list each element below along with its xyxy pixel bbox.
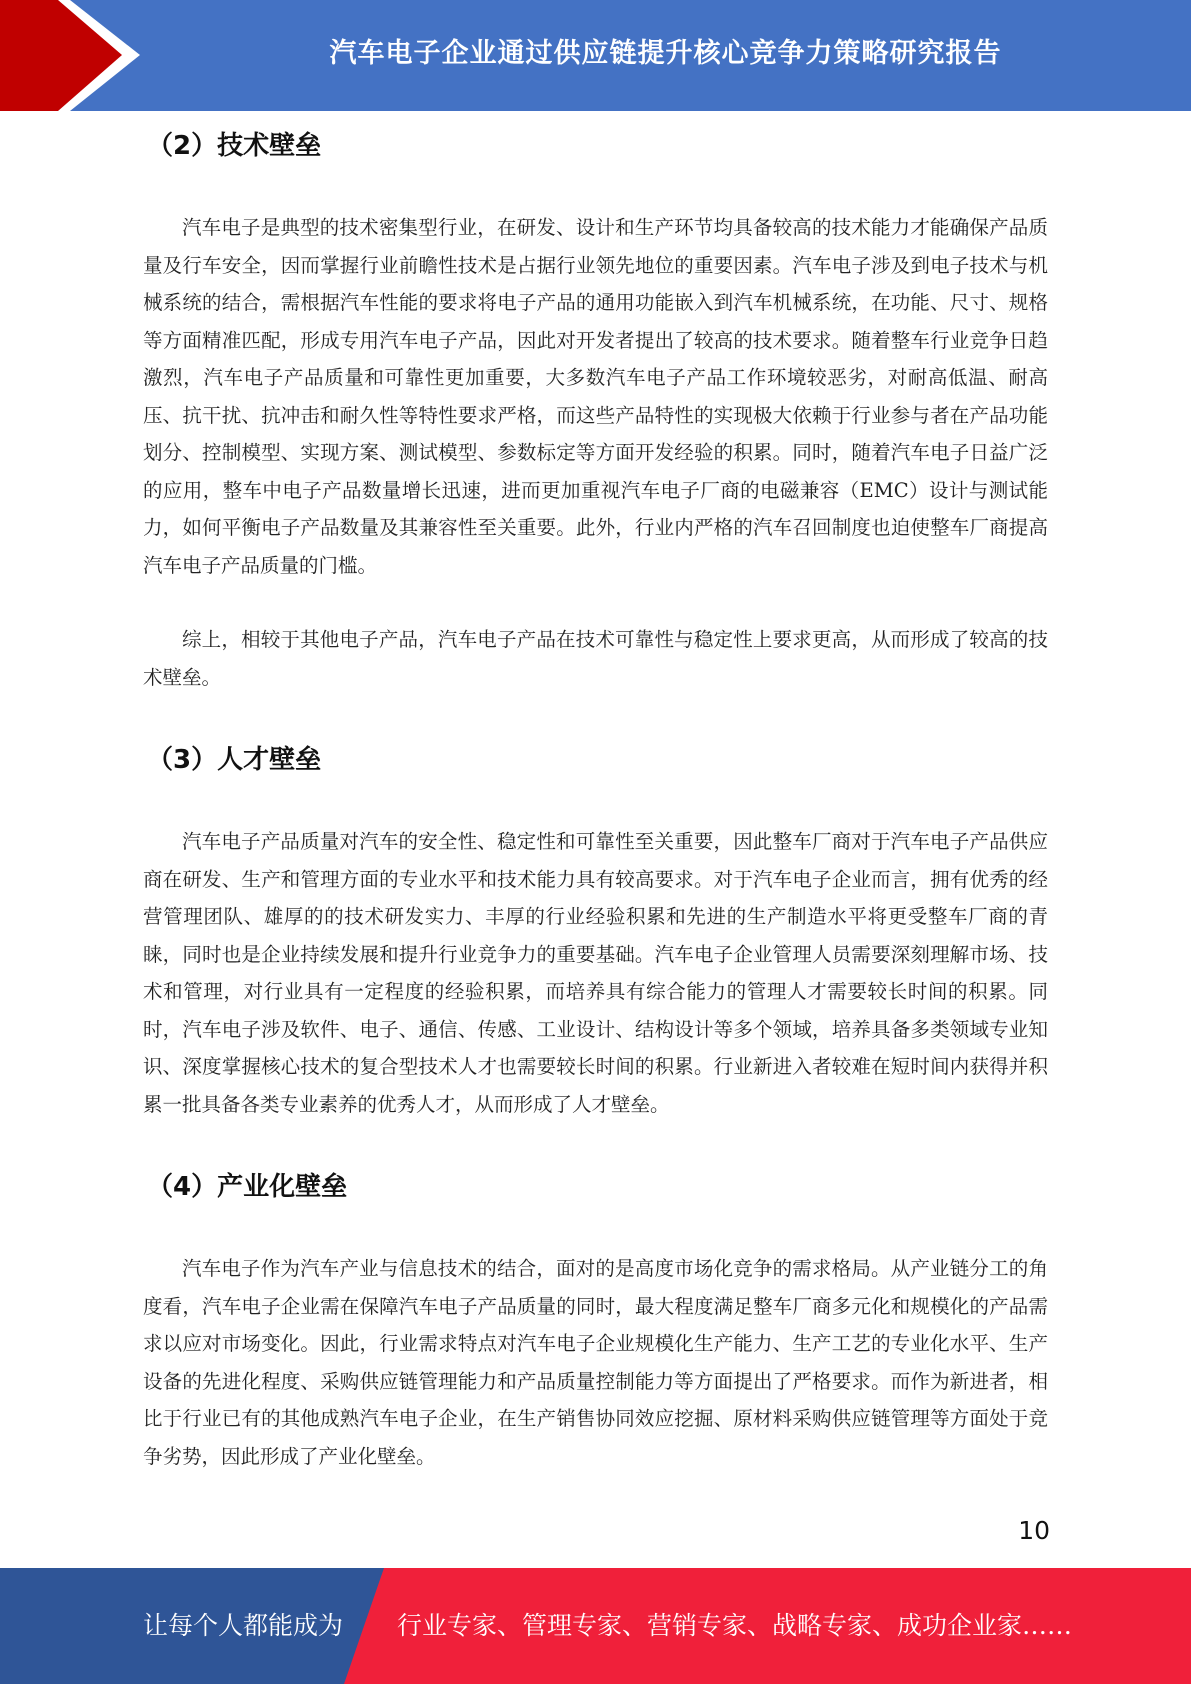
report-title: 汽车电子企业通过供应链提升核心竞争力策略研究报告	[329, 37, 1002, 69]
paragraph: 汽车电子产品质量对汽车的安全性、稳定性和可靠性至关重要，因此整车厂商对于汽车电子产品供应商在研发、生产和管理方面的专业水平和技术能力具有较高要求。对于汽车电子企业而言，拥有优秀的经营管理团队、雄厚的的技术研发实力、丰厚的行业经验积累和先进的生产制造水平将更受整车厂商的青睐，同时也是企业持续发展和提升行业竞争力的重要基础。汽车电子企业管理人员需要深刻理解市场、技术和管理，对行业具有一定程度的经验积累，而培养具有综合能力的管理人才需要较长时间的积累。同时，汽车电子涉及软件、电子、通信、传感、工业设计、结构设计等多个领域，培养具备多类领域专业知识、深度掌握核心技术的复合型技术人才也需要较长时间的积累。行业新进入者较难在短时间内获得并积累一批具备各类专业素养的优秀人才，从而形成了人才壁垒。	[143, 830, 1048, 1116]
paragraph: 汽车电子是典型的技术密集型行业，在研发、设计和生产环节均具备较高的技术能力才能确保产品质量及行车安全，因而掌握行业前瞻性技术是占据行业领先地位的重要因素。汽车电子涉及到电子技术与机械系统的结合，需根据汽车性能的要求将电子产品的通用功能嵌入到汽车机械系统，在功能、尺寸、规格等方面精准匹配，形成专用汽车电子产品，因此对开发者提出了较高的技术要求。随着整车行业竞争日趋激烈，汽车电子产品质量和可靠性更加重要，大多数汽车电子产品工作环境较恶劣，对耐高低温、耐高压、抗干扰、抗冲击和耐久性等特性要求严格，而这些产品特性的实现极大依赖于行业参与者在产品功能划分、控制模型、实现方案、测试模型、参数标定等方面开发经验的积累。同时，随着汽车电子日益广泛的应用，整车中电子产品数量增长迅速，进而更加重视汽车电子厂商的电磁兼容（EMC）设计与测试能力，如何平衡电子产品数量及其兼容性至关重要。此外，行业内严格的汽车召回制度也迫使整车厂商提高汽车电子产品质量的门槛。	[143, 216, 1048, 577]
page-header	[0, 0, 1191, 111]
section-heading-industrialization-barrier: （4）产业化壁垒	[147, 1172, 348, 1202]
page-footer	[0, 1568, 1191, 1684]
footer-slogan-left: 让每个人都能成为	[143, 1611, 344, 1640]
footer-slogan-right: 行业专家、管理专家、营销专家、战略专家、成功企业家……	[397, 1611, 1073, 1640]
page-content	[143, 118, 1048, 1475]
page-number: 10	[1018, 1516, 1050, 1545]
paragraph: 汽车电子作为汽车产业与信息技术的结合，面对的是高度市场化竞争的需求格局。从产业链分工的角度看，汽车电子企业需在保障汽车电子产品质量的同时，最大程度满足整车厂商多元化和规模化的产品需求以应对市场变化。因此，行业需求特点对汽车电子企业规模化生产能力、生产工艺的专业化水平、生产设备的先进化程度、采购供应链管理能力和产品质量控制能力等方面提出了严格要求。而作为新进者，相比于行业已有的其他成熟汽车电子企业，在生产销售协同效应挖掘、原材料采购供应链管理等方面处于竞争劣势，因此形成了产业化壁垒。	[143, 1257, 1048, 1468]
paragraph: 综上，相较于其他电子产品，汽车电子产品在技术可靠性与稳定性上要求更高，从而形成了较高的技术壁垒。	[143, 628, 1048, 689]
section-heading-tech-barrier: （2）技术壁垒	[147, 131, 322, 161]
section-heading-talent-barrier: （3）人才壁垒	[147, 745, 322, 775]
